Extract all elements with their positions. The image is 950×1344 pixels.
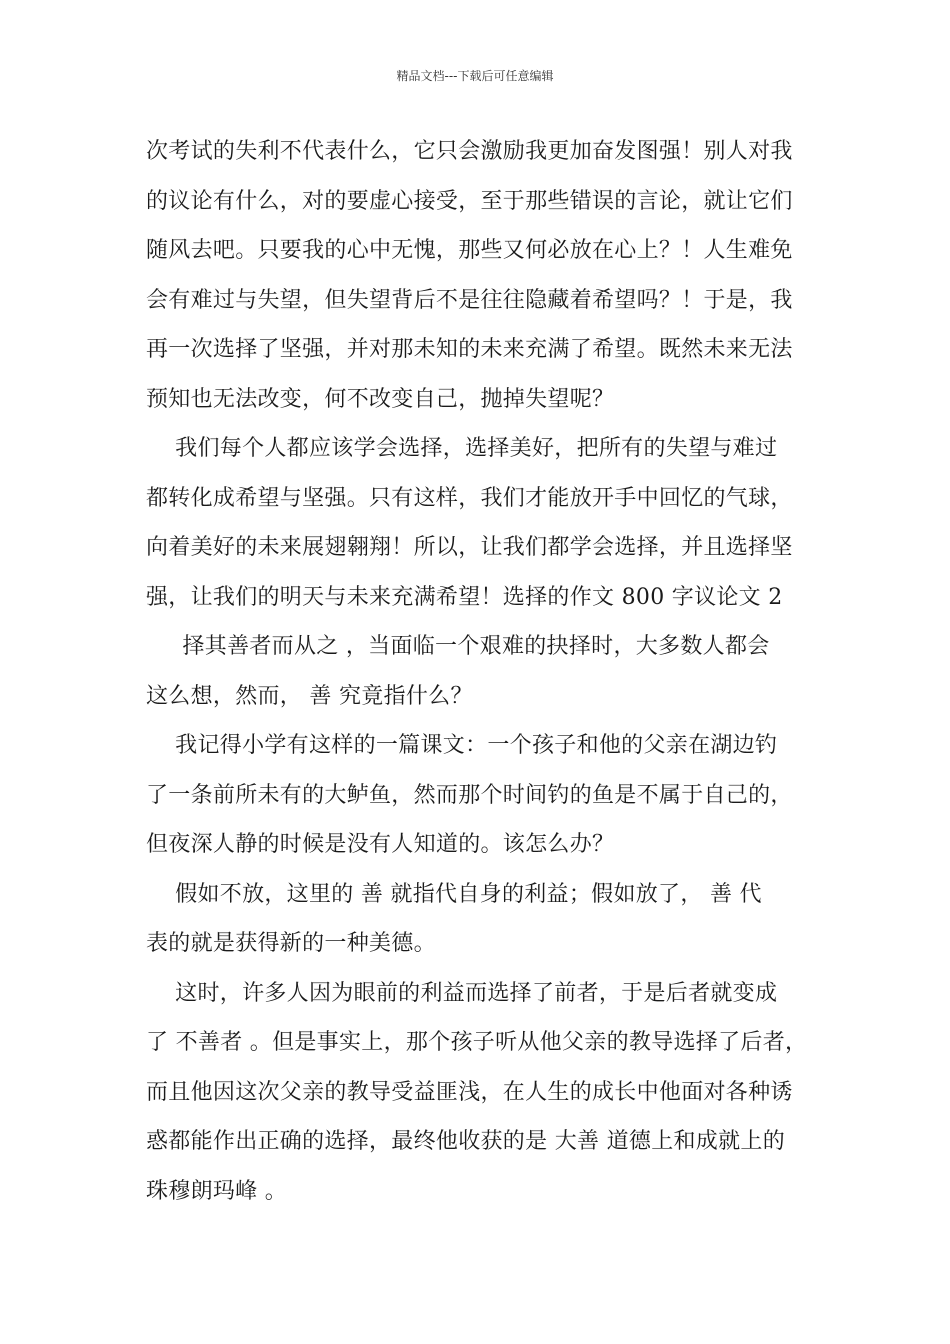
text-line: 惑都能作出正确的选择，最终他收获的是 大善 道德上和成就上的 (146, 1129, 785, 1154)
text-line: 我记得小学有这样的一篇课文：一个孩子和他的父亲在湖边钓 (146, 733, 778, 758)
text-line: 而且他因这次父亲的教导受益匪浅，在人生的成长中他面对各种诱 (146, 1079, 793, 1105)
page-header: 精品文档---下载后可任意编辑 (396, 69, 554, 83)
text-line: 次考试的失利不代表什么，它只会激励我更加奋发图强！别人对我 (146, 139, 793, 164)
text-line: 这么想，然而， 善 究竟指什么？ (146, 683, 473, 709)
text-line: 的议论有什么，对的要虚心接受，至于那些错误的言论，就让它们 (146, 188, 793, 214)
text-line: 表的就是获得新的一种美德。 (146, 931, 436, 956)
text-line: 这时，许多人因为眼前的利益而选择了前者，于是后者就变成 (146, 980, 778, 1006)
text-line: 了 不善者 。但是事实上，那个孩子听从他父亲的教导选择了后者， (146, 1030, 808, 1055)
text-line: 择其善者而从之 ，当面临一个艰难的抉择时，大多数人都会 (146, 634, 770, 659)
text-line: 假如不放，这里的 善 就指代自身的利益；假如放了， 善 代 (146, 881, 762, 907)
text-line: 都转化成希望与坚强。只有这样，我们才能放开手中回忆的气球， (146, 485, 793, 511)
text-line: 再一次选择了坚强，并对那未知的未来充满了希望。既然未来无法 (146, 337, 793, 362)
text-line: 强，让我们的明天与未来充满希望！选择的作文 800 字议论文 2 (146, 584, 783, 610)
text-line: 会有难过与失望，但失望背后不是往往隐藏着希望吗？！于是，我 (146, 287, 793, 313)
text-line: 随风去吧。只要我的心中无愧，那些又何必放在心上？！人生难免 (146, 238, 793, 263)
text-line: 预知也无法改变，何不改变自己，抛掉失望呢？ (146, 386, 615, 412)
text-line: 珠穆朗玛峰 。 (146, 1178, 288, 1204)
text-line: 了一条前所未有的大鲈鱼，然而那个时间钓的鱼是不属于自己的， (146, 782, 793, 808)
text-line: 我们每个人都应该学会选择，选择美好，把所有的失望与难过 (146, 436, 778, 461)
document-body (146, 132, 814, 1221)
text-line: 但夜深人静的时候是没有人知道的。该怎么办？ (146, 832, 615, 857)
text-line: 向着美好的未来展翅翱翔！所以，让我们都学会选择，并且选择坚 (146, 535, 793, 560)
